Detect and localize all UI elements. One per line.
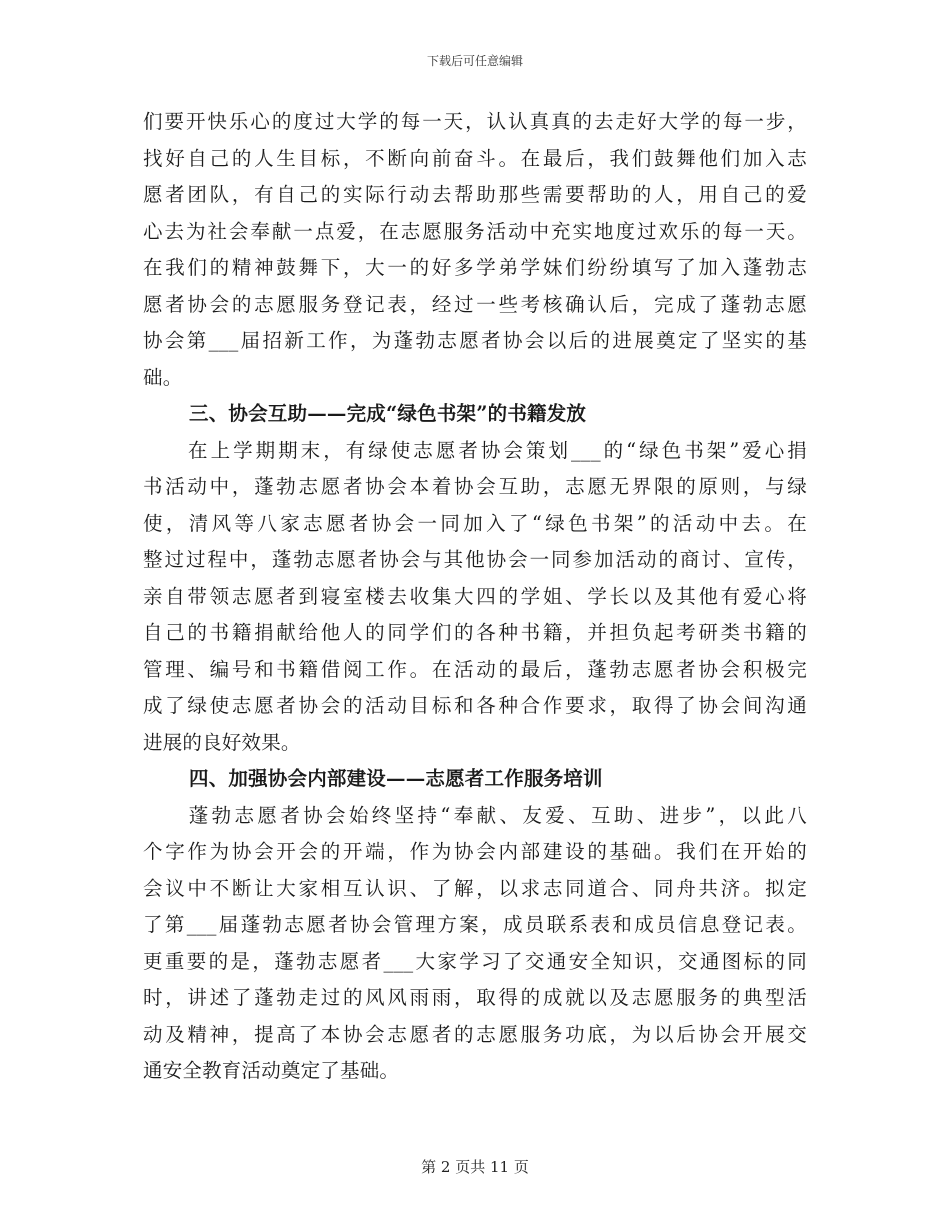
page-number: 第 2 页共 11 页 (421, 1158, 529, 1176)
paragraph-line: 书活动中，蓬勃志愿者协会本着协会互助，志愿无界限的原则，与绿 (143, 475, 807, 498)
paragraph-line: 个字作为协会开会的开端，作为协会内部建设的基础。我们在开始的 (143, 840, 807, 863)
paragraph-line: 心去为社会奉献一点爱，在志愿服务活动中充实地度过欢乐的每一天。 (143, 219, 807, 243)
paragraph-line: 协会第___届招新工作，为蓬勃志愿者协会以后的进展奠定了坚实的基 (143, 329, 807, 352)
paragraph-line: 使，清风等八家志愿者协会一同加入了“绿色书架”的活动中去。在 (143, 511, 807, 535)
paragraph-line: 进展的良好效果。 (143, 730, 301, 754)
paragraph-line: 管理、编号和书籍借阅工作。在活动的最后，蓬勃志愿者协会积极完 (143, 657, 807, 681)
paragraph-line: 找好自己的人生目标，不断向前奋斗。在最后，我们鼓舞他们加入志 (143, 146, 807, 170)
paragraph-line: 础。 (143, 365, 183, 389)
paragraph-line: 会议中不断让大家相互认识、了解，以求志同道合、同舟共济。拟定 (143, 876, 807, 900)
paragraph-line: 在上学期期末，有绿使志愿者协会策划___的“绿色书架”爱心捐 (143, 438, 807, 462)
paragraph-line: 愿者团队，有自己的实际行动去帮助那些需要帮助的人，用自己的爱 (143, 183, 807, 206)
paragraph-line: 了第___届蓬勃志愿者协会管理方案，成员联系表和成员信息登记表。 (143, 913, 807, 936)
paragraph-line: 更重要的是，蓬勃志愿者___大家学习了交通安全知识，交通图标的同 (143, 949, 807, 973)
paragraph-line: 整过过程中，蓬勃志愿者协会与其他协会一同参加活动的商讨、宣传， (143, 548, 807, 571)
section-heading-3: 三、协会互助——完成“绿色书架”的书籍发放 (189, 402, 587, 425)
page-header-note: 下载后可任意编辑 (426, 54, 523, 68)
paragraph-line: 自己的书籍捐献给他人的同学们的各种书籍，并担负起考研类书籍的 (143, 621, 807, 644)
paragraph-line: 蓬勃志愿者协会始终坚持“奉献、友爱、互助、进步”，以此八 (143, 803, 807, 827)
paragraph-line: 通安全教育活动奠定了基础。 (143, 1059, 400, 1082)
section-heading-4: 四、加强协会内部建设——志愿者工作服务培训 (189, 767, 603, 790)
document-body (143, 104, 807, 1090)
paragraph-line: 动及精神，提高了本协会志愿者的志愿服务功底，为以后协会开展交 (143, 1022, 807, 1046)
paragraph-line: 愿者协会的志愿服务登记表，经过一些考核确认后，完成了蓬勃志愿 (143, 292, 807, 316)
paragraph-line: 成了绿使志愿者协会的活动目标和各种合作要求，取得了协会间沟通 (143, 694, 807, 717)
paragraph-line: 在我们的精神鼓舞下，大一的好多学弟学妹们纷纷填写了加入蓬勃志 (143, 256, 807, 279)
paragraph-line: 亲自带领志愿者到寝室楼去收集大四的学姐、学长以及其他有爱心将 (143, 584, 807, 608)
paragraph-line: 时，讲述了蓬勃走过的风风雨雨，取得的成就以及志愿服务的典型活 (143, 986, 807, 1009)
paragraph-line: 们要开快乐心的度过大学的每一天，认认真真的去走好大学的每一步， (143, 110, 807, 133)
